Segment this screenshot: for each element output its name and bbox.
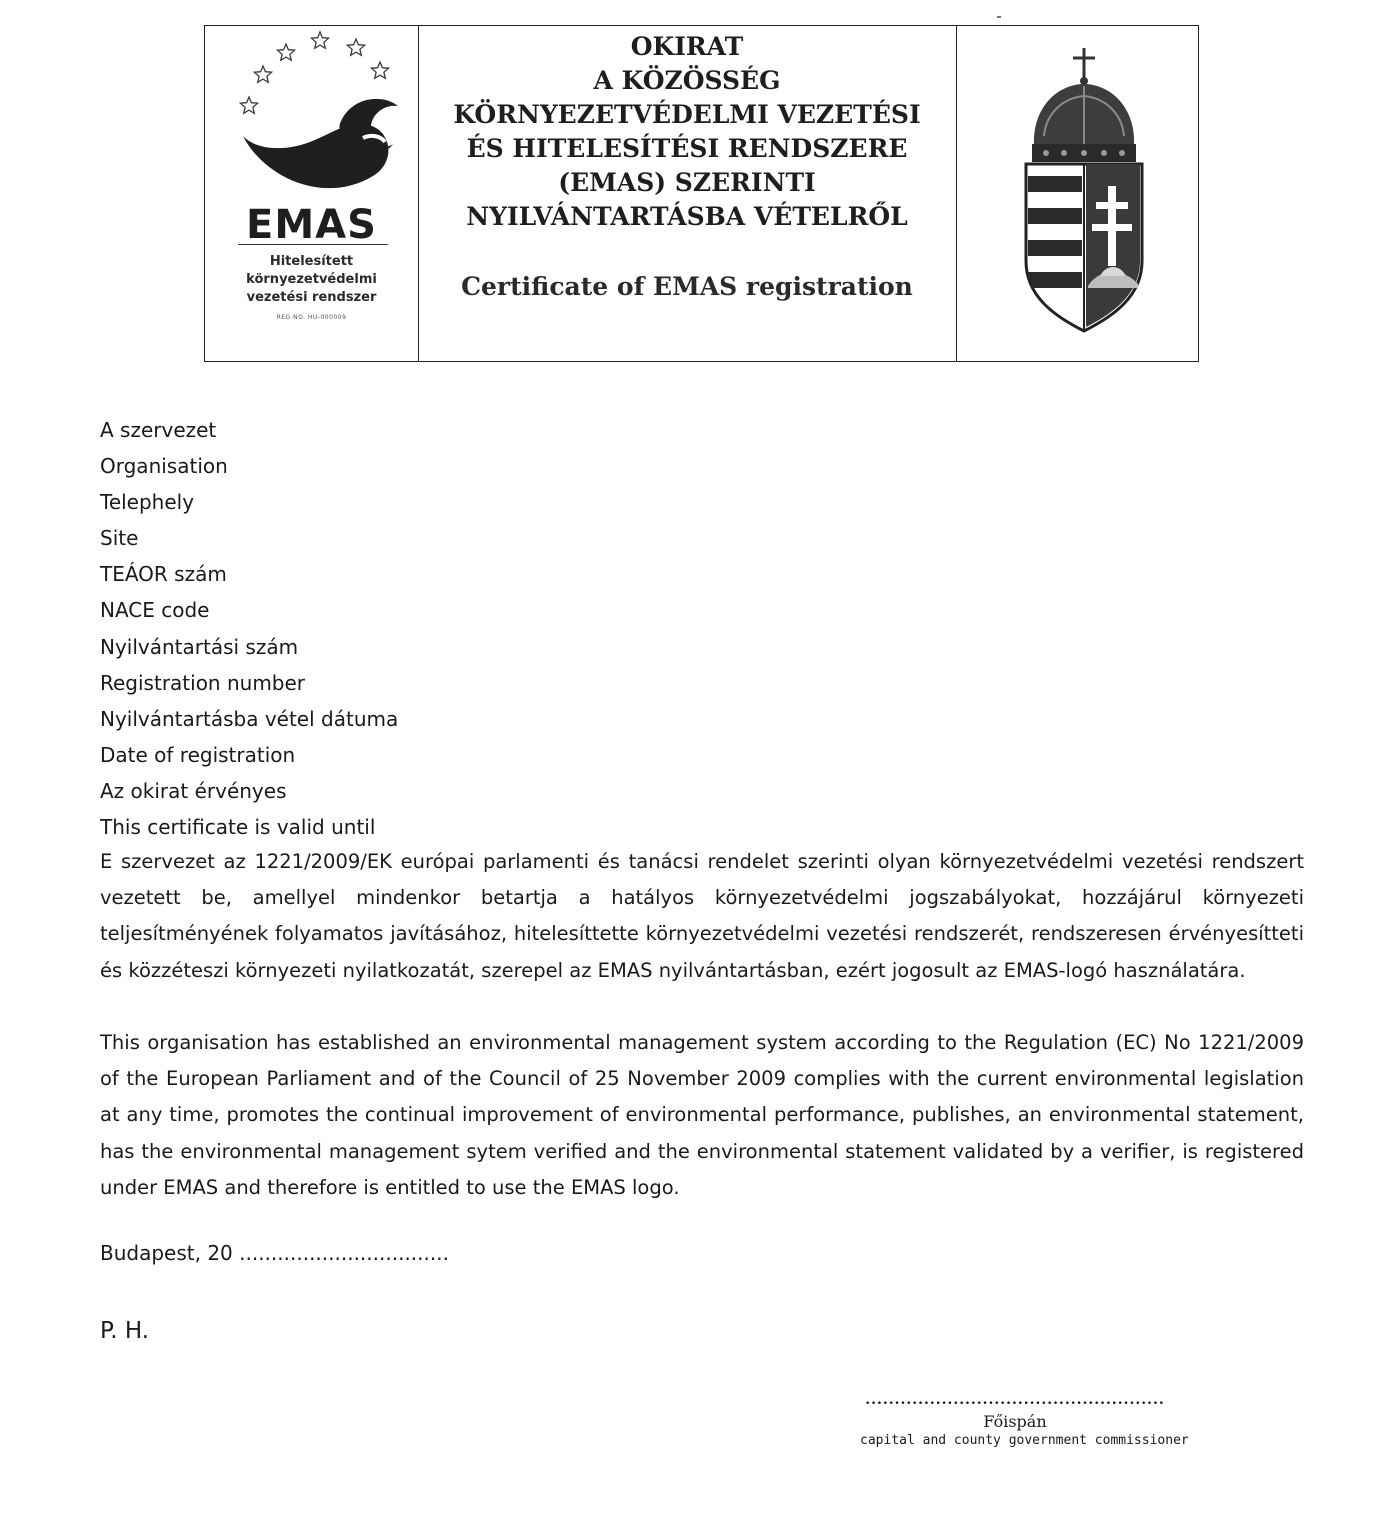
- star-icon: [277, 44, 294, 60]
- signature-line: ...................................................: [865, 1392, 1165, 1408]
- field-regnum-hu: Nyilvántartási szám: [100, 634, 299, 659]
- certificate-fields: [100, 412, 398, 845]
- certificate-header: [204, 25, 1199, 362]
- field-nace-en: NACE code: [100, 598, 210, 623]
- title-line-5: (EMAS) SZERINTI: [558, 168, 816, 197]
- star-icon: [347, 39, 364, 55]
- logo-caption-line-3: vezetési rendszer: [246, 290, 377, 305]
- crest-cell: [956, 26, 1198, 361]
- title-cell: [418, 26, 957, 361]
- field-regdate-en: Date of registration: [100, 742, 296, 767]
- field-site-hu: Telephely: [100, 490, 195, 515]
- title-line-6: NYILVÁNTARTÁSBA VÉTELRŐL: [466, 202, 908, 231]
- star-icon: [240, 97, 257, 113]
- title-line-3: KÖRNYEZETVÉDELMI VEZETÉSI: [453, 100, 921, 129]
- coat-of-arms-icon: [1004, 36, 1154, 336]
- logo-registration-number: REG NO. HU-000009: [276, 314, 347, 321]
- field-validity-en: This certificate is valid until: [100, 815, 376, 840]
- field-validity-hu: Az okirat érvényes: [100, 778, 287, 803]
- logo-divider: [238, 244, 388, 245]
- field-organisation-hu: A szervezet: [100, 418, 217, 442]
- title-line-2: A KÖZÖSSÉG: [593, 66, 781, 95]
- field-organisation-en: Organisation: [100, 454, 228, 479]
- logo-caption-line-2: környezetvédelmi: [246, 272, 377, 287]
- scan-speck: [997, 16, 1001, 18]
- title-line-1: OKIRAT: [630, 32, 744, 61]
- title-line-4: ÉS HITELESÍTÉSI RENDSZERE: [466, 134, 908, 163]
- star-icon: [371, 62, 388, 78]
- stamp-placeholder: P. H.: [100, 1318, 150, 1344]
- field-regdate-hu: Nyilvántartásba vétel dátuma: [100, 706, 399, 731]
- star-icon: [254, 66, 271, 82]
- statement-english: This organisation has established an environmental management system according to the Regulation (EC) No 1221/2009 of the European Parliament and of the Council of 25 November 2009 complies with the current environmental legislation at any time, promotes the continual improvement of environmental performance, publishes, an environmental statement, has the environmental management sytem verified and the environmental statement validated by a verifier, is registered under EMAS and therefore is entitled to use the EMAS logo.: [100, 1031, 1304, 1199]
- star-icon: [311, 32, 328, 48]
- emas-logo-cell: [205, 26, 419, 361]
- field-teaor-hu: TEÁOR szám: [100, 562, 227, 587]
- logo-caption-line-1: Hitelesített: [269, 254, 354, 269]
- signatory-title: Főispán: [983, 1412, 1047, 1431]
- place-and-date: Budapest, 20 .................................: [100, 1241, 449, 1265]
- statement-hungarian: E szervezet az 1221/2009/EK európai parlamenti és tanácsi rendelet szerinti olyan környezetvédelmi vezetési rendszert vezetett be, amellyel mindenkor betartja a hatályos környezetvédelmi jogszabályokat, hozzájárul környezeti teljesítményének folyamatos javításához, hitelesíttette környezetvédelmi vezetési rendszerét, rendszeresen érvényesítteti és közzéteszi környezeti nyilatkozatát, szerepel az EMAS nyilvántartásban, ezért jogosult az EMAS-logó használatára.: [100, 850, 1304, 982]
- certificate-subtitle: Certificate of EMAS registration: [461, 272, 913, 301]
- signature-block: [860, 1392, 1189, 1448]
- field-regnum-en: Registration number: [100, 670, 306, 695]
- field-site-en: Site: [100, 526, 139, 551]
- emas-wordmark: EMAS: [246, 202, 377, 248]
- signatory-role: capital and county government commissioner: [860, 1433, 1189, 1448]
